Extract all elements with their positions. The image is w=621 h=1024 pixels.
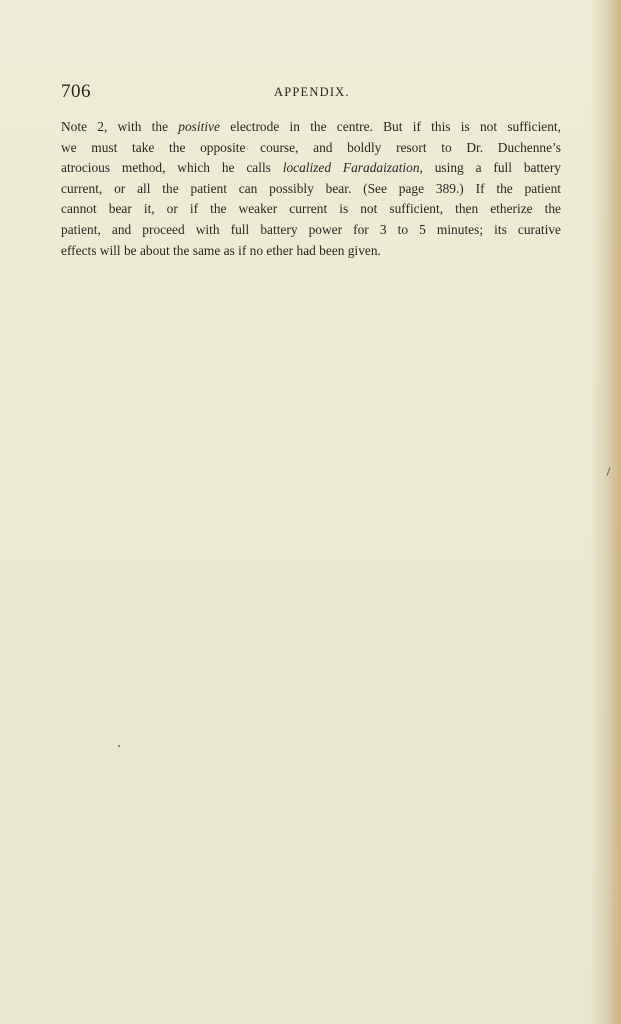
page-edge-shading [607,0,621,1024]
body-paragraph [61,117,561,261]
page-number: 706 [61,81,91,102]
text-line: cannot bear it, or if the weaker current is not sufficient, then etherize the [61,201,561,217]
paper-speck [118,745,120,747]
text-line: effects will be about the same as if no ether had been given. [61,242,381,258]
text-line: Note 2, with the positive electrode in the centre. But if this is not sufficient, [61,119,561,134]
text-line: patient, and proceed with full battery power for 3 to 5 minutes; its curative [61,221,561,237]
section-title: APPENDIX. [274,85,350,99]
running-head [61,81,561,103]
emphasis-localized-faradaization: localized Faradaization, [282,160,423,176]
text-line: we must take the opposite course, and boldly resort to Dr. Duchenne’s [61,139,561,155]
text-line: atrocious method, which he calls localized Faradaization, using a full battery [61,160,561,176]
text-line: current, or all the patient can possibly bear. (See page 389.) If the patient [61,180,561,196]
emphasis-positive: positive [178,119,220,134]
